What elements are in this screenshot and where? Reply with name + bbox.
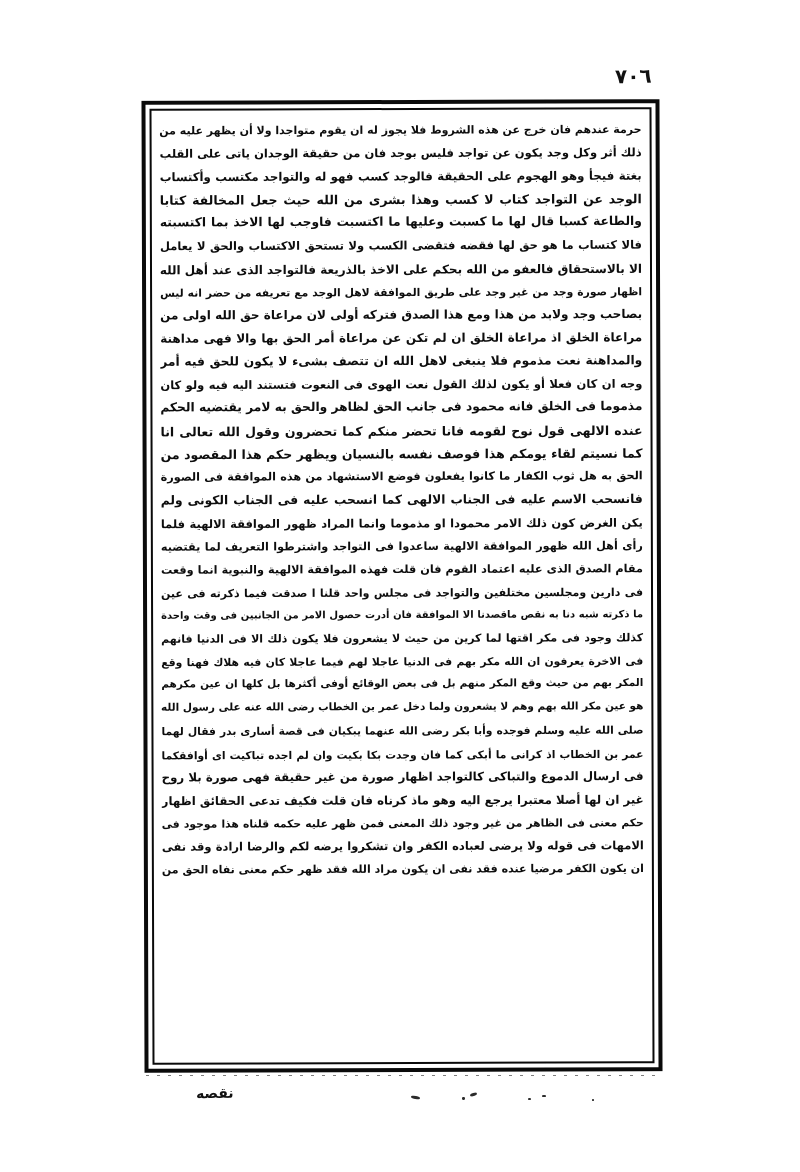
manuscript-line: فى دارين ومجلسين مختلفين والتواجد فى مجلس واحد قلنا ا صدقت فيما ذكرته فى عين — [161, 585, 644, 601]
manuscript-line: مذموما فى الخلق فانه محمود فى جانب الحق لظاهر والحق به لامر يقتضيه الحكم — [160, 399, 643, 415]
manuscript-line: فانسحب الاسم عليه فى الجناب الالهى كما انسحب عليه فى الجناب الكونى ولم — [160, 491, 643, 507]
text-frame-outer — [141, 99, 662, 1073]
manuscript-line: حكم معنى فى الظاهر من غير وجود ذلك المعنى فمن ظهر عليه حكمه قلناه هذا موجود فى — [161, 816, 644, 831]
manuscript-line: ما ذكرته شبه دنا به نقص ماقصدنا الا الموافقة فان أدرت حصول الامر من الجانبين فى وقت واحدة — [161, 609, 644, 622]
speck — [528, 1098, 531, 1100]
manuscript-line: حرمة عندهم فان خرج عن هذه الشروط فلا يجوز له ان يقوم متواجدا ولا أن يظهر عليه من — [159, 122, 642, 138]
page-number: ٧٠٦ — [615, 63, 653, 89]
speck — [542, 1095, 546, 1097]
manuscript-line: الامهات فى قوله ولا يرضى لعباده الكفر وان تشكروا يرضه لكم والرضا ارادة وقد نفى — [161, 838, 644, 854]
speck — [411, 1095, 420, 1100]
manuscript-line: كذلك وجود فى مكر اقتها لما كرين من حيث لا يشعرون فلا يكون ذلك الا فى الدنيا فانهم — [161, 631, 644, 646]
speck — [592, 1099, 594, 1101]
manuscript-line: ان يكون الكفر مرضيا عنده فقد نفى ان يكون مراد الله فقد ظهر حكم معنى نفاه الحق من — [161, 861, 644, 877]
manuscript-line: والطاعة كسبا قال لها ما كسبت وعليها ما اكتسبت فاوجب لها الاخذ بما اكتسبته — [159, 214, 642, 230]
manuscript-line: فى ارسال الدموع والتباكى كالتواجد اظهار صورة من غير حقيقة فهى صورة بلا روح — [161, 768, 644, 785]
manuscript-text-block — [160, 118, 645, 1057]
manuscript-line: والمداهنة نعت مذموم فلا ينبغى لاهل الله ان تتصف بشىء لا يكون للحق فيه أمر — [160, 353, 643, 369]
manuscript-line: ذلك أثر وكل وجد يكون عن تواجد فليس بوجد فان من حقيقة الوجدان ياتى على القلب — [159, 145, 642, 161]
manuscript-line: غير ان لها أصلا معتبرا يرجع اليه وهو ماذ كرناه فان قلت فكيف تدعى الحقائق اظهار — [161, 792, 644, 808]
manuscript-line: بغتة فيجأ وهو الهجوم على الحقيقة فالوجد كسب فهو له والتواجد مكتسب وأكتساب — [159, 168, 642, 185]
manuscript-line: فالا كتساب ما هو حق لها فقضه فتقضى الكسب ولا تستحق الاكتساب والحق لا يعامل — [159, 238, 642, 254]
manuscript-line: مراعاة الخلق اذ مراعاة الخلق ان لم تكن عن مراعاة أمر الحق بها والا فهى مداهنة — [160, 330, 643, 346]
manuscript-line: الا بالاستحقاق فالعفو من الله بحكم على الاخذ بالذريعة فالتواجد الذى عند أهل الله — [159, 261, 643, 277]
manuscript-line: مقام الصدق الذى عليه اعتماد القوم فان قلت فهذه الموافقة الالهية والنبوية انما وقعت — [160, 562, 643, 577]
text-frame-inner — [149, 107, 654, 1065]
manuscript-line: الوجد عن التواجد كتاب لا كسب وهذا بشرى من الله حيث جعل المخالفة كتابا — [159, 191, 642, 209]
manuscript-line: كما نسيتم لقاء يومكم هذا فوصف نفسه بالنسيان ويظهر حكم هذا المقصود من — [160, 445, 643, 463]
manuscript-line: الحق به هل ثوب الكفار ما كانوا يفعلون فوضع الاستشهاد من هذه الموافقة فى الصورة — [160, 469, 643, 485]
manuscript-line: هو عين مكر الله بهم وهم لا يشعرون ولما دخل عمر بن الخطاب رضى الله عنه على رسول الله — [161, 700, 644, 715]
scan-speckles — [300, 1090, 600, 1106]
manuscript-line: وجه ان كان فعلا أو يكون لذلك القول نعت الهوى فى النعوت فتستند اليه فيه ولو كان — [160, 376, 643, 393]
speck — [470, 1092, 478, 1097]
manuscript-line: رأى أهل الله ظهور الموافقة الالهية ساعدوا فى التواجد واشترطوا التعريف لما يقتضيه — [160, 538, 643, 554]
manuscript-line: بصاحب وجد ولابد من هذا ومع هذا الصدق فتركه أولى لان مراعاة حق الله اولى من — [160, 306, 643, 323]
speck — [462, 1097, 465, 1100]
manuscript-line: عنده الالهى قول نوح لقومه فانا تحضر منكم كما تحضرون وقول الله تعالى انا — [160, 423, 643, 440]
manuscript-line: عمر بن الخطاب اذ كرانى ما أبكى كما فان وجدت بكا بكيت وان لم اجده تباكيت اى أوافقكما — [161, 747, 644, 762]
catchword: نقصه — [196, 1085, 235, 1103]
manuscript-line: اظهار صورة وجد من غير وجد على طريق الموافقة لاهل الوجد مع تعريفه من حضر انه ليس — [160, 284, 643, 300]
manuscript-line: المكر بهم من حيث وقع المكر منهم بل فى بعض الوقائع أوفى أكثرها بل كلها ان عين مكرهم — [161, 677, 644, 691]
manuscript-line: يكن الغرض كون ذلك الامر محمودا او مذموما وانما المراد ظهور الموافقة الالهية فلما — [160, 515, 643, 531]
manuscript-line: صلى الله عليه وسلم فوجده وأبا بكر رضى الله عنهما يبكيان فى قصة أسارى بدر فقال لهما — [161, 724, 644, 739]
scan-artifact-line — [146, 1075, 657, 1076]
manuscript-line: فى الاخرة يعرفون ان الله مكر بهم فى الدنيا عاجلا لهم فيما عاجلا كان فيه هلاك فهنا وقع — [161, 654, 644, 670]
